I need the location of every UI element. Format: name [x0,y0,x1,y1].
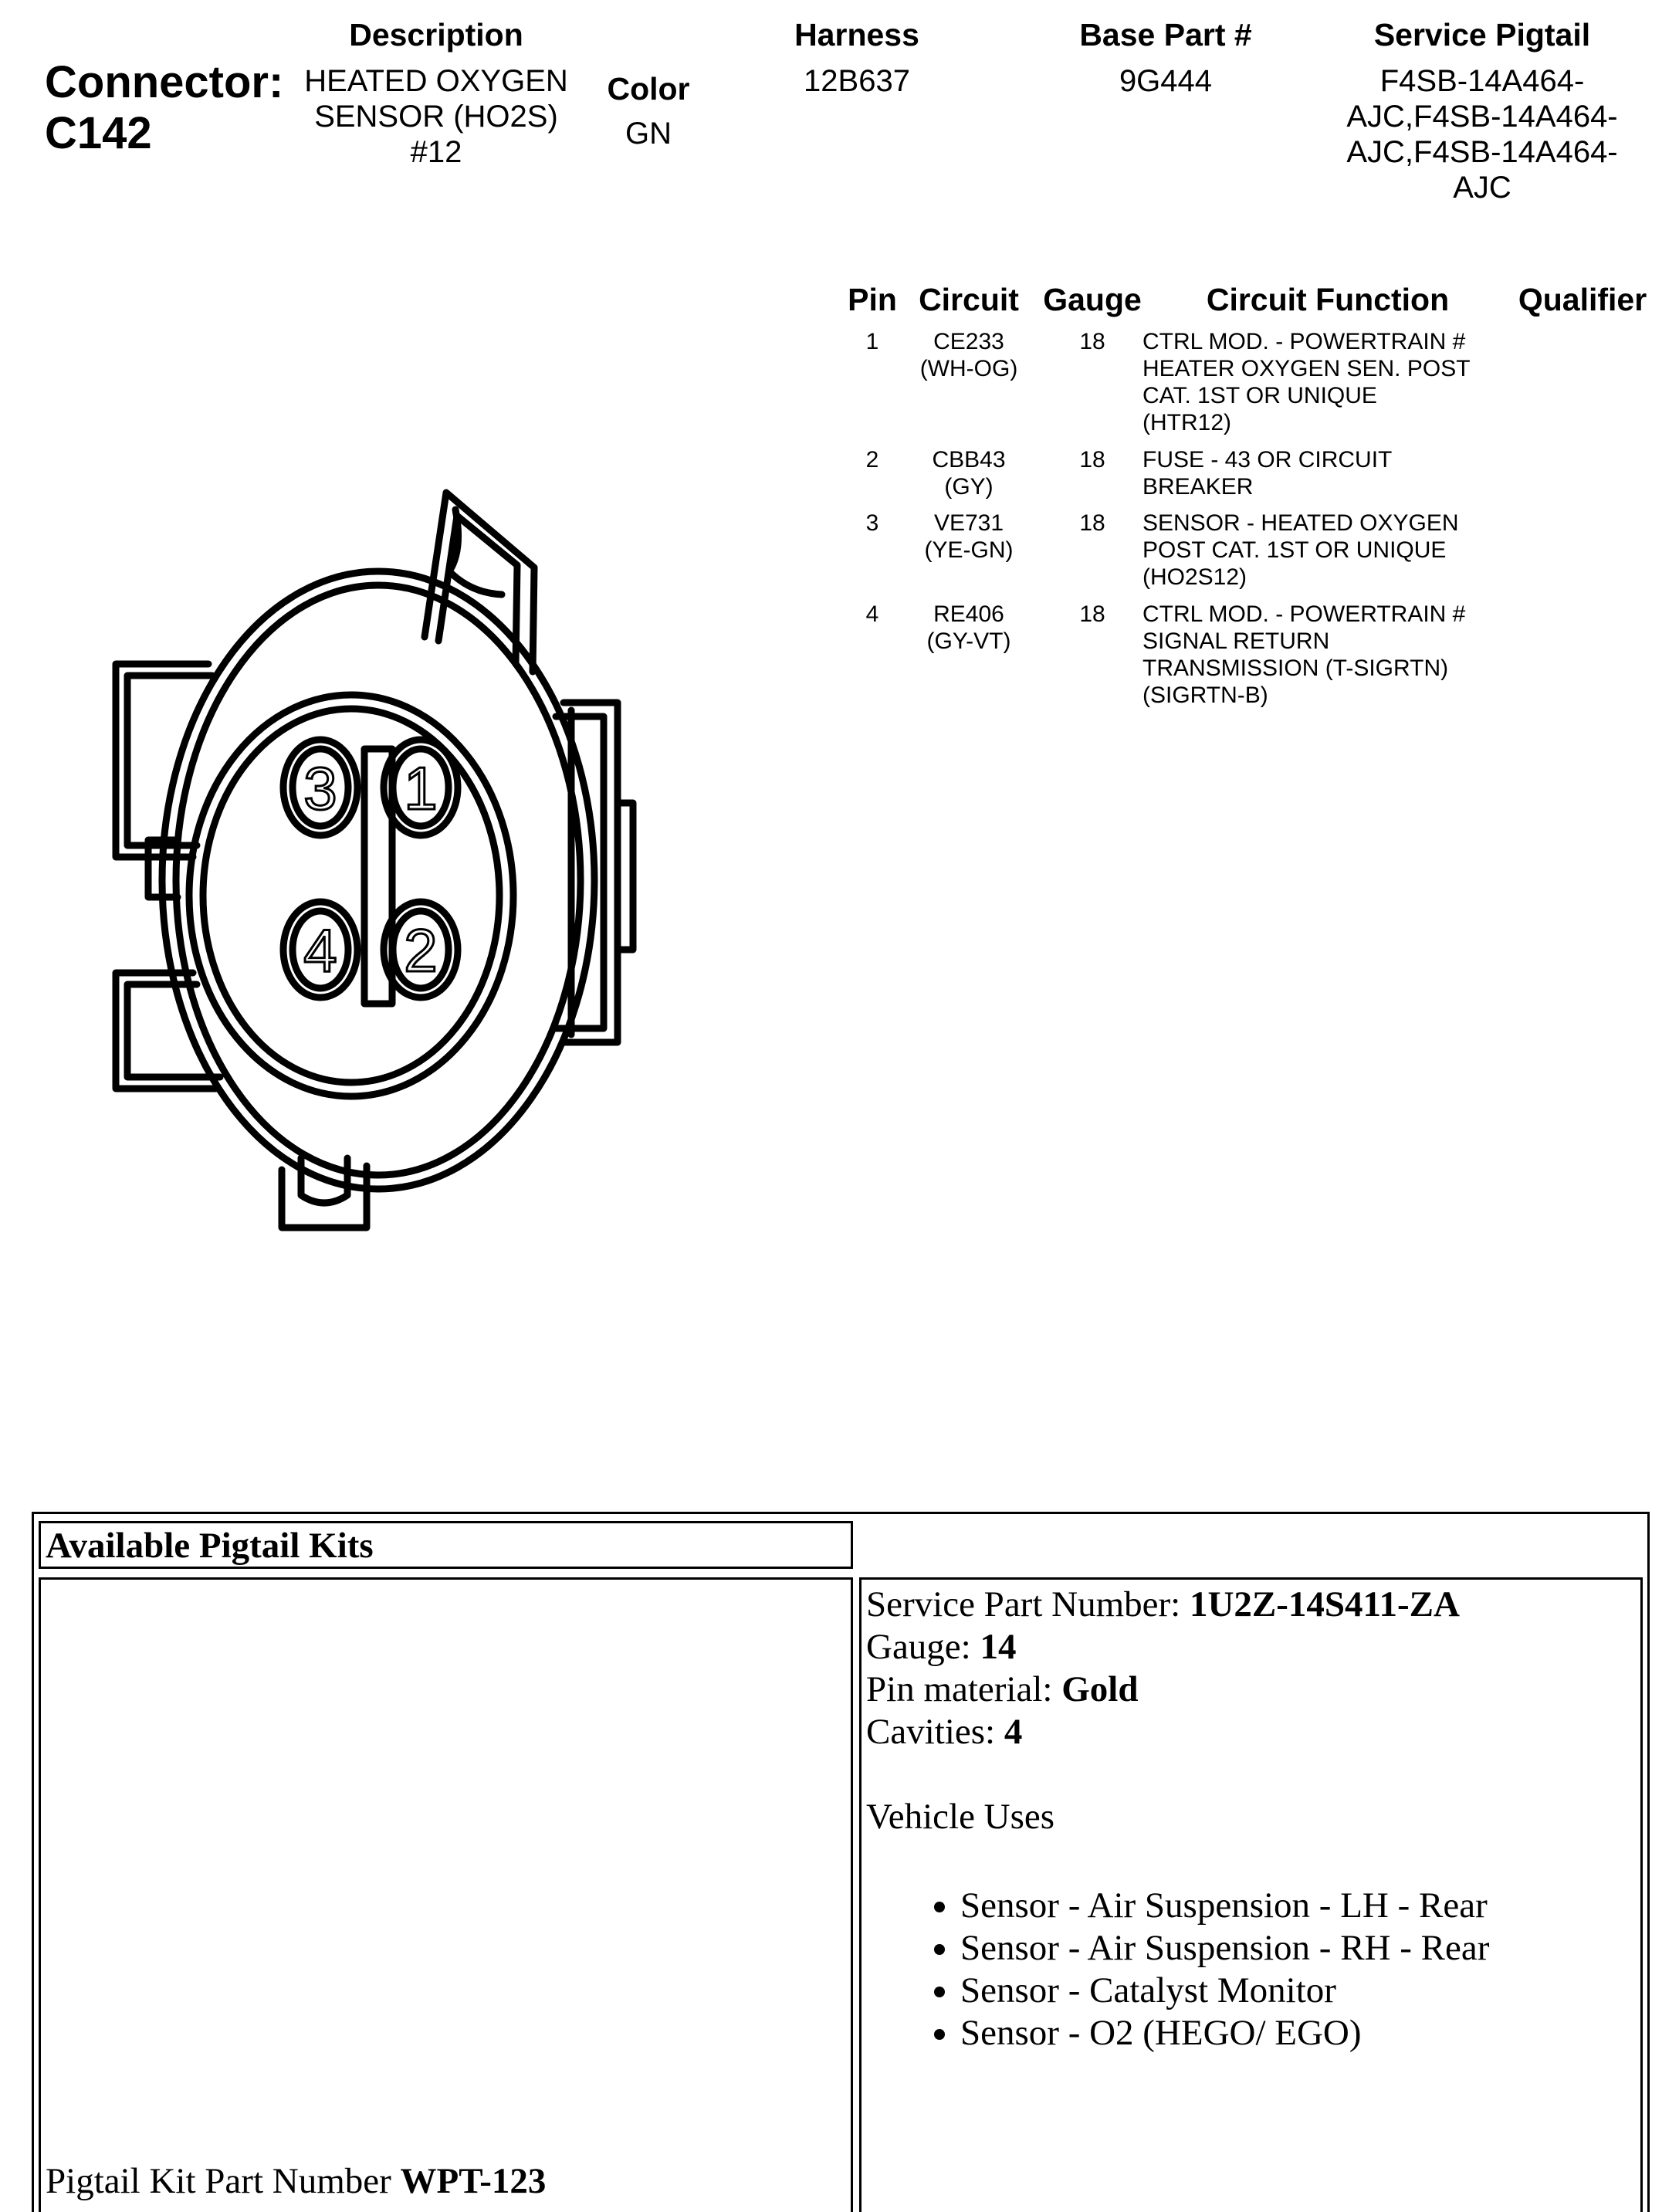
gauge-value: 18 [1079,447,1105,473]
function-line: SIGNAL RETURN [1142,628,1330,654]
circuit-function-header: Circuit Function [1206,282,1450,317]
pigtail-left-cell [39,1577,853,2212]
circuit-id [903,510,1034,564]
pin-label-4: 4 [303,916,337,984]
pigtail-title: Available Pigtail Kits [46,1526,374,1566]
service-pigtail-line: AJC,F4SB-14A464- [1346,100,1618,134]
base-part-value: 9G444 [1119,64,1213,98]
gauge-label: Gauge: [866,1627,980,1667]
color-label: Color [607,71,690,107]
connector-id: C142 [45,108,152,158]
pin-number: 2 [865,447,879,473]
description-line: #12 [410,135,462,169]
circuit-line: (GY) [944,474,994,500]
description-line: SENSOR (HO2S) [314,100,558,134]
function-line: CTRL MOD. - POWERTRAIN # [1142,329,1466,354]
gauge-header: Gauge [1043,282,1142,317]
gauge-value: 18 [1079,329,1105,354]
circuit-header: Circuit [919,282,1019,317]
pin-number: 3 [865,510,879,536]
function-line: FUSE - 43 OR CIRCUIT [1142,447,1393,473]
pin-material-row [866,1668,1630,1711]
color-value: GN [625,117,672,151]
pin-label-3: 3 [303,754,337,822]
circuit-function [1142,601,1528,709]
gauge-value: 18 [1079,510,1105,536]
kit-part-label: Pigtail Kit Part Number [46,2161,401,2201]
function-line: HEATER OXYGEN SEN. POST [1142,356,1471,381]
circuit-line: RE406 [933,601,1004,627]
pin-header: Pin [848,282,897,317]
description-label: Description [349,17,523,53]
gauge-value: 18 [1079,601,1105,627]
circuit-function [1142,328,1528,436]
function-line: CAT. 1ST OR UNIQUE [1142,383,1377,408]
circuit-function [1142,446,1528,500]
function-line: CTRL MOD. - POWERTRAIN # [1142,601,1466,627]
pigtail-right-cell [859,1577,1643,2212]
service-part-row [866,1584,1630,1626]
pin-material-label: Pin material: [866,1669,1062,1709]
harness-label: Harness [794,17,919,53]
circuit-id [903,328,1034,382]
service-pigtail-line: AJC [1453,171,1511,205]
pigtail-kit-part [46,2160,546,2203]
harness-value: 12B637 [804,64,910,98]
circuit-id [903,446,1034,500]
function-line: POST CAT. 1ST OR UNIQUE [1142,537,1447,563]
circuit-line: VE731 [933,510,1004,536]
description-line: HEATED OXYGEN [304,64,568,98]
circuit-id [903,601,1034,655]
list-item: • Sensor - Catalyst Monitor [960,1970,1630,2012]
service-part-label: Service Part Number: [866,1584,1190,1624]
base-part-label: Base Part # [1079,17,1252,53]
kit-part-value: WPT-123 [400,2161,547,2201]
pin-label-2: 2 [404,916,438,984]
circuit-line: CE233 [933,329,1004,354]
cavities-label: Cavities: [866,1712,1004,1752]
list-item: • Sensor - O2 (HEGO/ EGO) [960,2012,1630,2054]
pin-label-1: 1 [404,754,438,822]
pin-number: 1 [865,329,879,354]
connector-heading [45,57,283,159]
cavities-value: 4 [1004,1712,1023,1752]
list-item: • Sensor - Air Suspension - RH - Rear [960,1927,1630,1970]
circuit-line: (GY-VT) [926,628,1011,654]
function-line: TRANSMISSION (T-SIGRTN) [1142,655,1449,681]
pin-material-value: Gold [1061,1669,1139,1709]
service-pigtail-line: F4SB-14A464- [1379,64,1585,98]
list-item: • Sensor - Air Suspension - LH - Rear [960,1885,1630,1927]
description-value [278,63,594,170]
qualifier-header: Qualifier [1518,282,1647,317]
service-pigtail-value [1312,63,1652,205]
vehicle-uses-list [866,1885,1630,2054]
connector-label: Connector: [45,57,284,107]
gauge-value: 14 [980,1627,1017,1667]
function-line: BREAKER [1142,474,1254,500]
connector-face-diagram [100,479,656,1289]
function-line: (SIGRTN-B) [1142,683,1268,708]
service-pigtail-line: AJC,F4SB-14A464- [1346,135,1618,169]
function-line: (HTR12) [1142,410,1232,435]
gauge-row [866,1626,1630,1668]
circuit-function [1142,510,1528,591]
circuit-line: (YE-GN) [924,537,1014,563]
pigtail-details [866,1584,1630,2054]
service-part-value: 1U2Z-14S411-ZA [1189,1584,1460,1624]
circuit-line: (WH-OG) [919,356,1018,381]
connector-outer-shell-inner [176,585,581,1175]
function-line: SENSOR - HEATED OXYGEN [1142,510,1459,536]
latch-tab-notch [449,510,502,594]
pin-number: 4 [865,601,879,627]
circuit-line: CBB43 [932,447,1006,473]
vehicle-uses-label: Vehicle Uses [866,1797,1055,1837]
service-pigtail-label: Service Pigtail [1373,17,1591,53]
function-line: (HO2S12) [1142,564,1247,590]
pin-table [841,282,1660,730]
pigtail-title-box [39,1521,853,1569]
cavities-row [866,1711,1630,1753]
